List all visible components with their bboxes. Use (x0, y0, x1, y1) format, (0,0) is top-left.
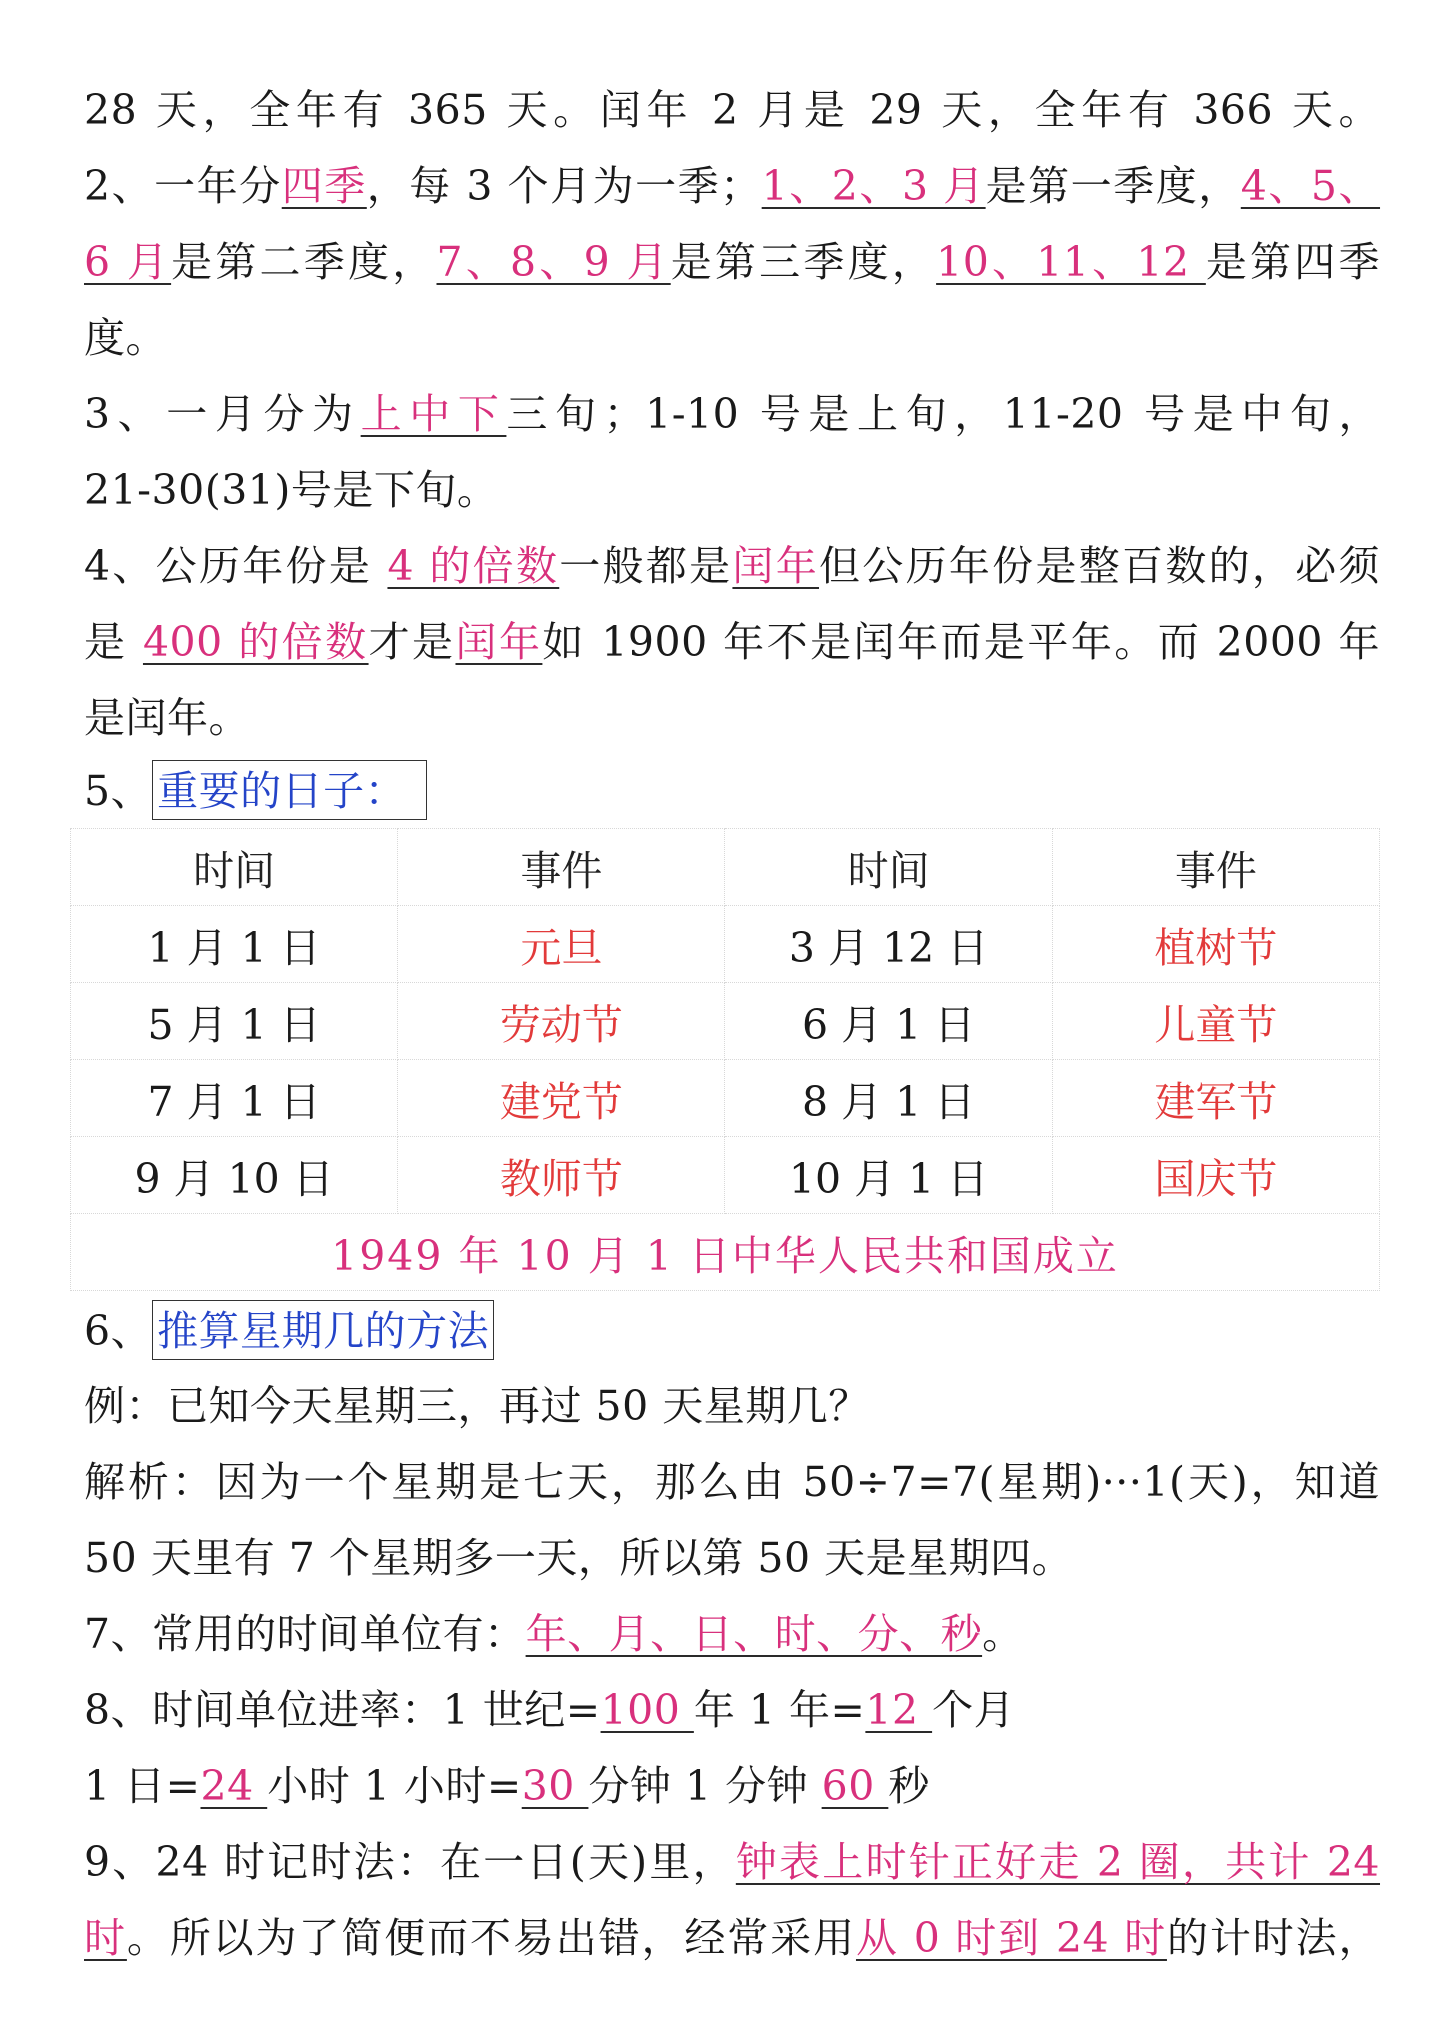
event-cell: 国庆节 (1052, 1137, 1379, 1214)
table-row (71, 983, 1380, 1060)
answer-leap-year: 闰年 (732, 542, 820, 590)
section-2-line-3: 度。 (84, 314, 167, 362)
section-4-line-3: 是闰年。 (84, 694, 250, 742)
section-8-line-1: 8、时间单位进率：1 世纪=100 年 1 年=12 个月 (84, 1686, 1016, 1734)
section-9-line-1: 9、24 时记时法：在一日(天)里，钟表上时针正好走 2 圈，共计 24 (84, 1838, 1381, 1886)
answer-q4-months: 10、11、12 (936, 238, 1206, 286)
section-5-heading: 5、 重要的日子： (84, 760, 1380, 820)
date-cell: 10 月 1 日 (725, 1137, 1052, 1214)
date-cell: 9 月 10 日 (71, 1137, 398, 1214)
header-cell: 事件 (398, 829, 725, 906)
answer-q2-months: 4、5、 (1240, 162, 1381, 210)
date-cell: 3 月 12 日 (725, 906, 1052, 983)
table-row (71, 906, 1380, 983)
section-3-line-1: 3、一月分为上中下三旬；1-10 号是上旬，11-20 号是中旬， (84, 390, 1380, 438)
important-days-table (70, 828, 1380, 1291)
example-line: 例：已知今天星期三，再过 50 天星期几？ (84, 1382, 870, 1430)
answer-multiple-of-400: 400 的倍数 (142, 618, 369, 666)
section-2-line-2: 6 月是第二季度，7、8、9 月是第三季度，10、11、12 是第四季 (84, 238, 1381, 286)
date-cell: 1 月 1 日 (71, 906, 398, 983)
weekday-method-title: 推算星期几的方法 (152, 1300, 494, 1360)
event-cell: 建党节 (398, 1060, 725, 1137)
answer-three-periods: 上中下 (360, 390, 507, 438)
table-row (71, 1137, 1380, 1214)
section-4-line-2: 是 400 的倍数才是闰年如 1900 年不是闰年而是平年。而 2000 年 (84, 618, 1380, 666)
text-line: 28 天，全年有 365 天。闰年 2 月是 29 天，全年有 366 天。 (84, 86, 1380, 134)
answer-leap-year-2: 闰年 (455, 618, 543, 666)
section-3-line-2: 21-30(31)号是下旬。 (84, 466, 499, 514)
answer-multiple-of-4: 4 的倍数 (387, 542, 560, 590)
event-cell: 元旦 (398, 906, 725, 983)
answer-four-seasons: 四季 (281, 162, 367, 210)
header-cell: 时间 (725, 829, 1052, 906)
answer-q3-months: 7、8、9 月 (436, 238, 671, 286)
date-cell: 8 月 1 日 (725, 1060, 1052, 1137)
section-8-line-2: 1 日=24 小时 1 小时=30 分钟 1 分钟 60 秒 (84, 1762, 930, 1810)
table-footer-row (71, 1214, 1380, 1291)
event-cell: 植树节 (1052, 906, 1379, 983)
event-cell: 劳动节 (398, 983, 725, 1060)
section-4-line-1: 4、公历年份是 4 的倍数一般都是闰年但公历年份是整百数的，必须 (84, 542, 1381, 590)
answer-q1-months: 1、2、3 月 (761, 162, 986, 210)
founding-note: 1949 年 10 月 1 日中华人民共和国成立 (71, 1214, 1380, 1291)
header-cell: 时间 (71, 829, 398, 906)
table-row (71, 1060, 1380, 1137)
header-cell: 事件 (1052, 829, 1379, 906)
table-header-row (71, 829, 1380, 906)
event-cell: 建军节 (1052, 1060, 1379, 1137)
section-6-heading: 6、 推算星期几的方法 (84, 1300, 1380, 1360)
answer-time-units: 年、月、日、时、分、秒 (525, 1610, 983, 1658)
date-cell: 7 月 1 日 (71, 1060, 398, 1137)
event-cell: 儿童节 (1052, 983, 1379, 1060)
section-7-line: 7、常用的时间单位有：年、月、日、时、分、秒。 (84, 1610, 1024, 1658)
important-days-title: 重要的日子： (152, 760, 427, 820)
section-9-line-2: 时。所以为了简便而不易出错，经常采用从 0 时到 24 时的计时法， (84, 1914, 1381, 1962)
analysis-line-2: 50 天里有 7 个星期多一天，所以第 50 天是星期四。 (84, 1534, 1074, 1582)
analysis-line-1: 解析：因为一个星期是七天，那么由 50÷7=7(星期)···1(天)，知道 (84, 1458, 1380, 1506)
event-cell: 教师节 (398, 1137, 725, 1214)
section-2-line-1: 2、一年分四季，每 3 个月为一季；1、2、3 月是第一季度，4、5、 (84, 162, 1381, 210)
date-cell: 5 月 1 日 (71, 983, 398, 1060)
date-cell: 6 月 1 日 (725, 983, 1052, 1060)
